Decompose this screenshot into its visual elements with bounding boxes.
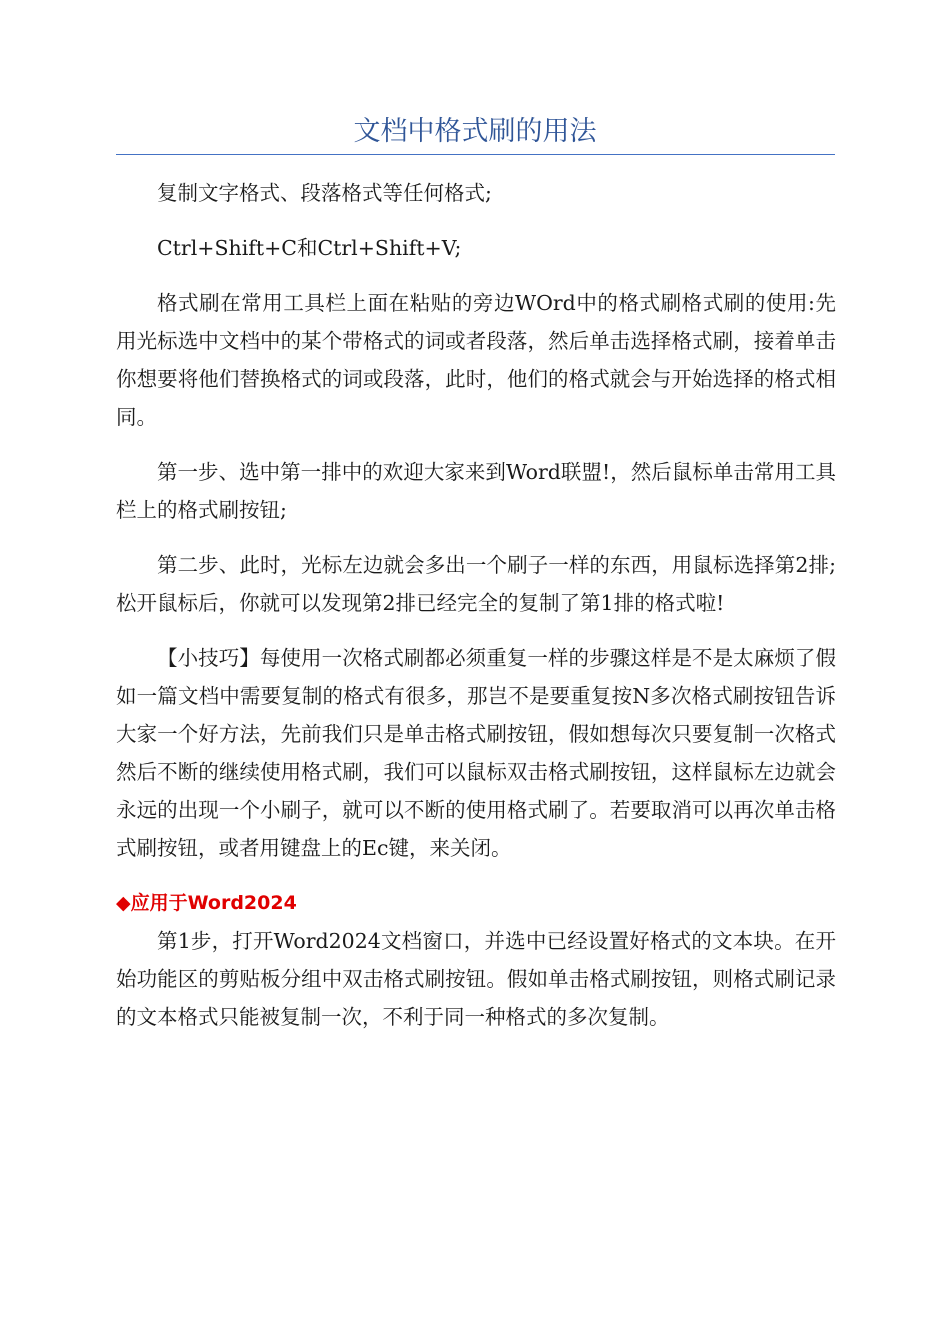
paragraph: Ctrl+Shift+C和Ctrl+Shift+V; bbox=[157, 236, 462, 260]
document-body bbox=[116, 174, 836, 1053]
diamond-bullet-icon: ◆ bbox=[116, 892, 131, 914]
title-underline bbox=[116, 154, 835, 155]
paragraph: 第1步，打开Word2024文档窗口，并选中已经设置好格式的文本块。在开始功能区的剪贴板分组中双击格式刷按钮。假如单击格式刷按钮，则格式刷记录的文本格式只能被复制一次，不利于同一种格式的多次复制。 bbox=[116, 929, 836, 1029]
page-title: 文档中格式刷的用法 bbox=[353, 116, 597, 147]
section-heading bbox=[116, 884, 836, 922]
section-heading-text: 应用于Word2024 bbox=[130, 892, 297, 914]
paragraph: 【小技巧】每使用一次格式刷都必须重复一样的步骤这样是不是太麻烦了假如一篇文档中需要复制的格式有很多，那岂不是要重复按N多次格式刷按钮告诉大家一个好方法，先前我们只是单击格式刷按钮，假如想每次只要复制一次格式然后不断的继续使用格式刷，我们可以鼠标双击格式刷按钮，这样鼠标左边就会永远的出现一个小刷子，就可以不断的使用格式刷了。若要取消可以再次单击格式刷按钮，或者用键盘上的Ec键，来关闭。 bbox=[116, 646, 836, 860]
paragraph: 第一步、选中第一排中的欢迎大家来到Word联盟!，然后鼠标单击常用工具栏上的格式刷按钮; bbox=[116, 460, 836, 522]
paragraph: 格式刷在常用工具栏上面在粘贴的旁边WOrd中的格式刷格式刷的使用:先用光标选中文档中的某个带格式的词或者段落，然后单击选择格式刷，接着单击你想要将他们替换格式的词或段落，此时，他们的格式就会与开始选择的格式相同。 bbox=[116, 291, 836, 429]
paragraph: 复制文字格式、段落格式等任何格式; bbox=[157, 181, 492, 205]
paragraph: 第二步、此时，光标左边就会多出一个刷子一样的东西，用鼠标选择第2排;松开鼠标后，你就可以发现第2排已经完全的复制了第1排的格式啦! bbox=[116, 553, 836, 615]
